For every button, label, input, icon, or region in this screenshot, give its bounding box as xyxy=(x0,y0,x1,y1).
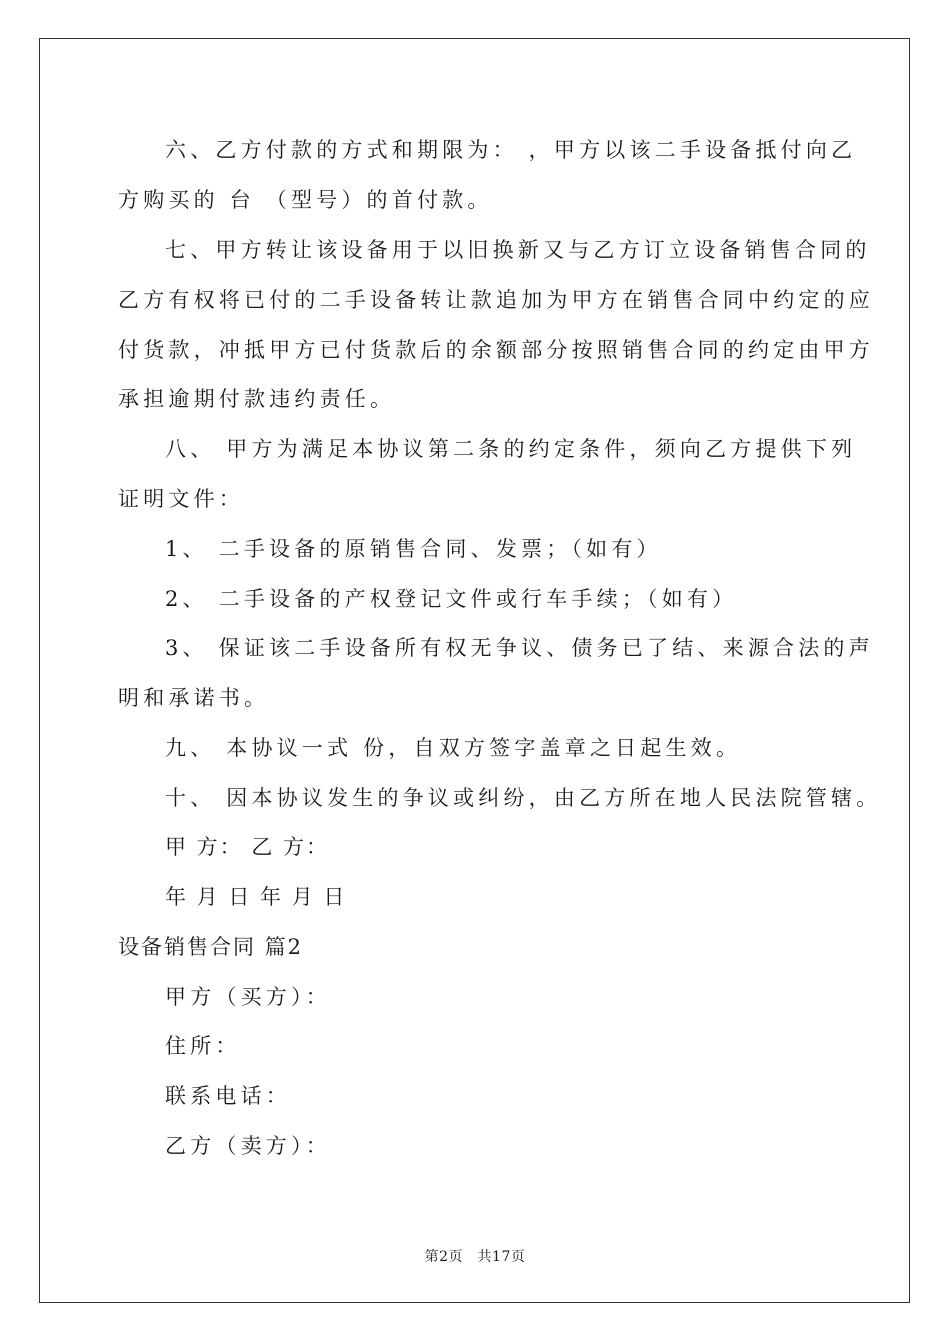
phone-label: 联系电话： xyxy=(165,1084,291,1108)
list-item-1: 1、 二手设备的原销售合同、发票；（如有） xyxy=(165,537,662,561)
clause-7-line-1: 七、甲方转让该设备用于以旧换新又与乙方订立设备销售合同的 xyxy=(165,238,871,262)
list-item-3-line-2: 明和承诺书。 xyxy=(118,686,270,710)
clause-6-line-2: 方购买的 台 （型号）的首付款。 xyxy=(118,188,493,212)
list-item-3-line-1: 3、 保证该二手设备所有权无争议、债务已了结、来源合法的声 xyxy=(165,636,874,660)
clause-7-line-4: 承担逾期付款违约责任。 xyxy=(118,387,396,411)
clause-8-line-1: 八、 甲方为满足本协议第二条的约定条件，须向乙方提供下列 xyxy=(165,437,857,461)
section-heading: 设备销售合同 篇2 xyxy=(118,935,304,959)
clause-7-line-2: 乙方有权将已付的二手设备转让款追加为甲方在销售合同中约定的应 xyxy=(118,288,874,312)
clause-10: 十、 因本协议发生的争议或纠纷，由乙方所在地人民法院管辖。 xyxy=(165,786,882,810)
clause-9: 九、 本协议一式 份，自双方签字盖章之日起生效。 xyxy=(165,736,742,760)
page-number: 第2页 共17页 xyxy=(424,1249,526,1265)
signature-parties: 甲 方： 乙 方： xyxy=(165,835,330,859)
address-label: 住所： xyxy=(165,1034,241,1058)
clause-8-line-2: 证明文件： xyxy=(118,487,244,511)
signature-dates: 年 月 日 年 月 日 xyxy=(165,885,347,909)
page-frame xyxy=(39,38,910,1303)
clause-7-line-3: 付货款，冲抵甲方已付货款后的余额部分按照销售合同的约定由甲方 xyxy=(118,338,874,362)
list-item-2: 2、 二手设备的产权登记文件或行车手续；（如有） xyxy=(165,587,738,611)
seller-label: 乙方（卖方）： xyxy=(165,1134,331,1158)
clause-6-line-1: 六、乙方付款的方式和期限为： ，甲方以该二手设备抵付向乙 xyxy=(165,138,857,162)
buyer-label: 甲方（买方）： xyxy=(165,985,331,1009)
